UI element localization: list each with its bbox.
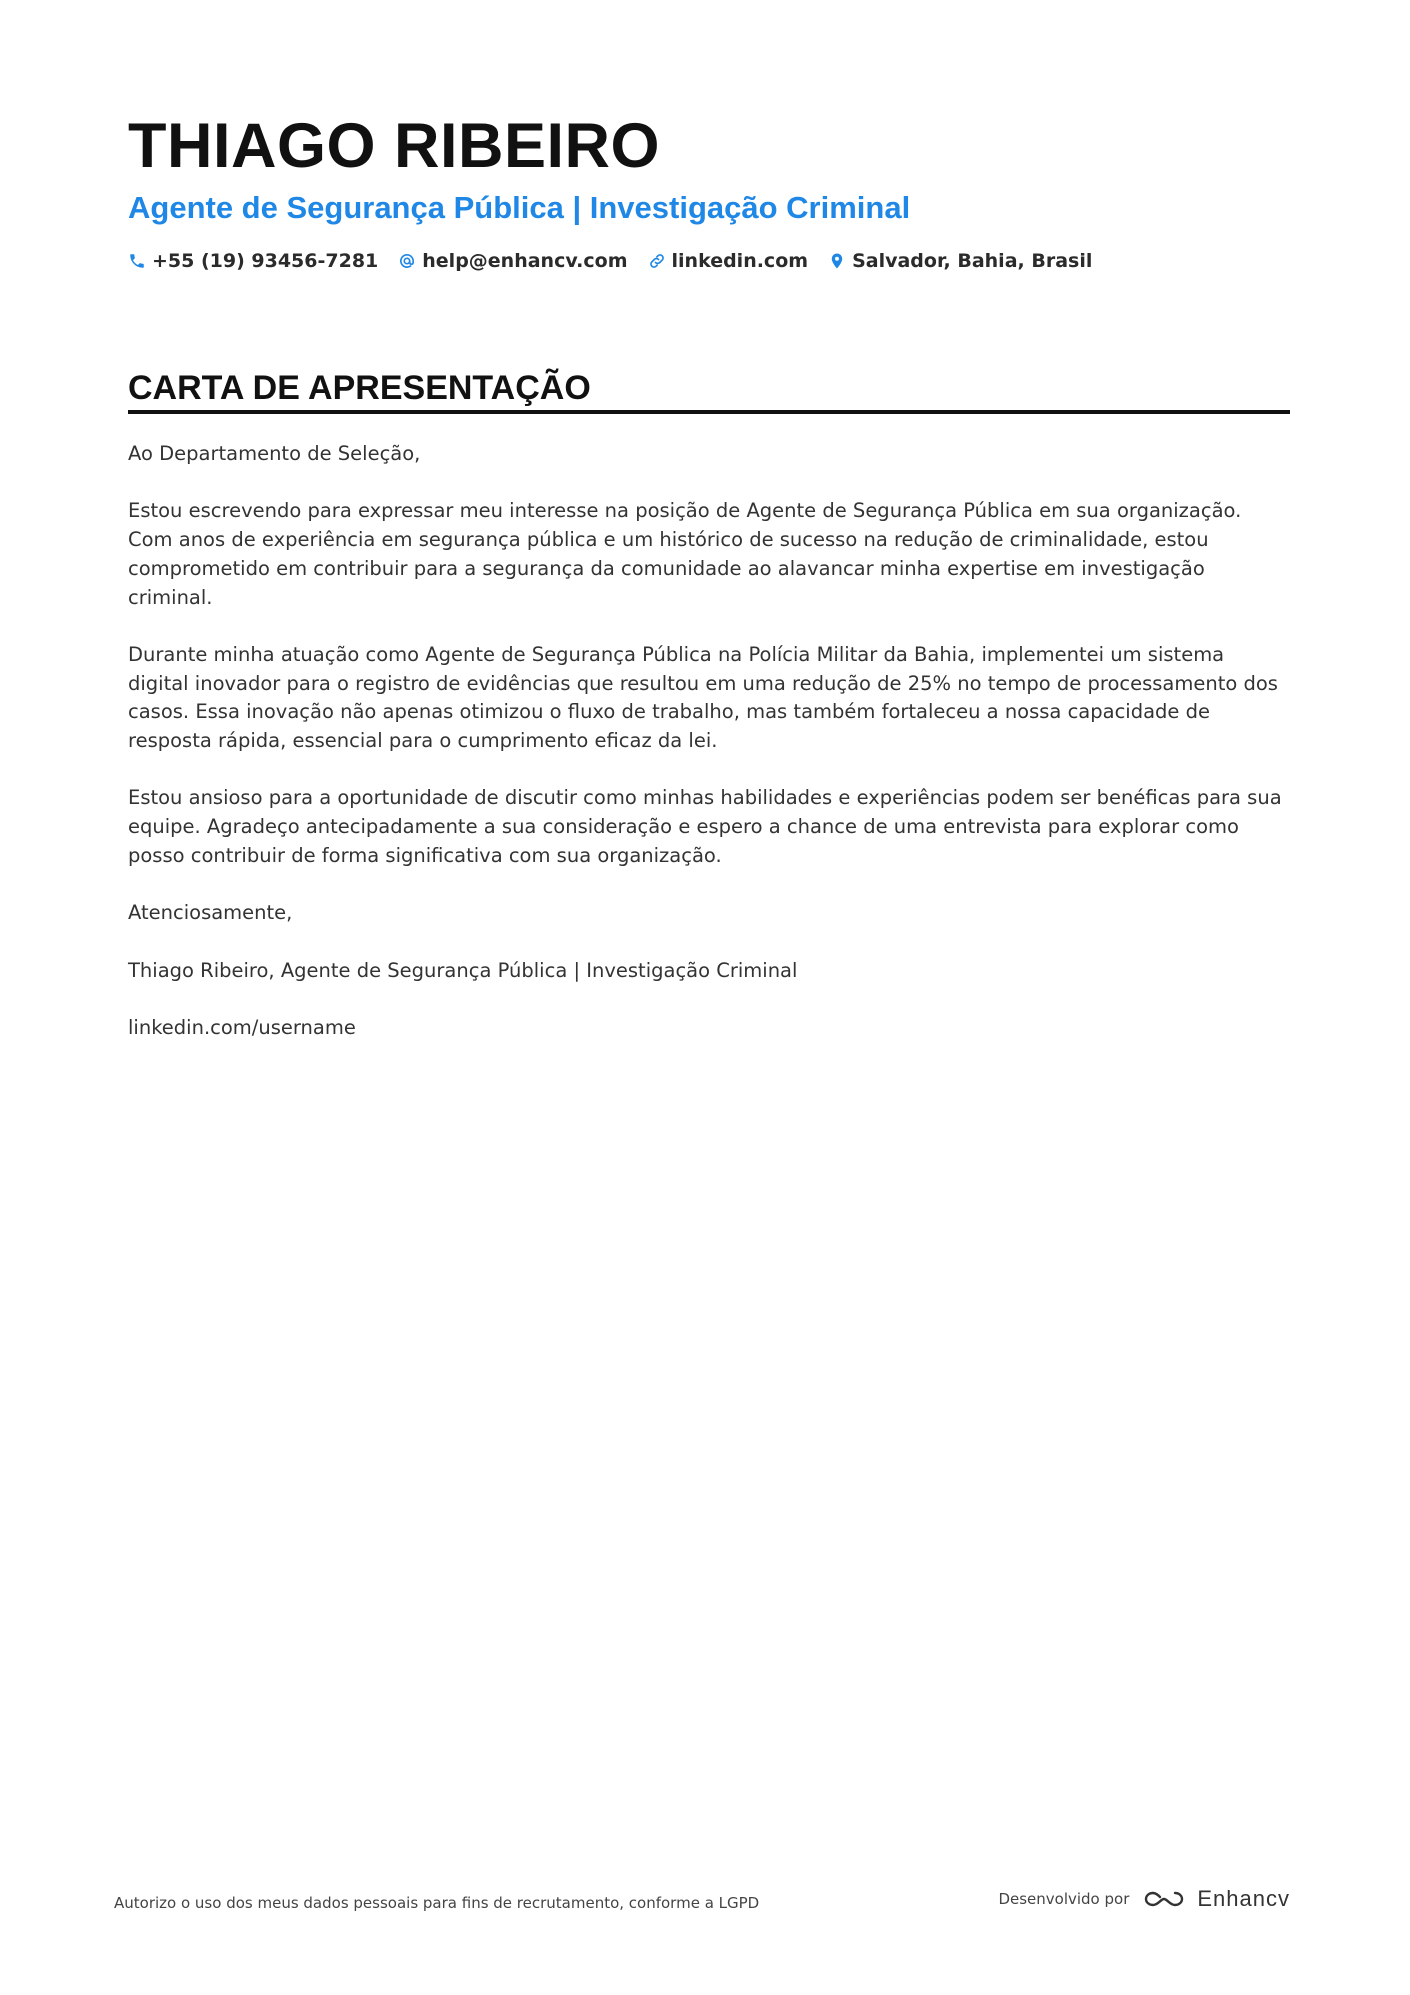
letter-paragraph: Durante minha atuação como Agente de Segurança Pública na Polícia Militar da Bahia, implementei um sistema digital inovador para o registro de evidências que resultou em uma redução de 25% no tempo de processamento dos casos. Essa inovação não apenas otimizou o fluxo de trabalho, mas também fortaleceu a nossa capacidade de resposta rápida, essencial para o cumprimento eficaz da lei. [128,642,1278,752]
contact-bar [128,250,1288,272]
contact-phone[interactable] [128,250,378,272]
contact-location [828,250,1092,272]
section-header [128,366,1290,414]
salutation: Ao Departamento de Seleção, [128,442,421,465]
location-pin-icon [828,252,846,270]
infinity-logo-icon [1141,1887,1187,1911]
powered-by-label: Desenvolvido por [998,1890,1130,1908]
brand-name: Enhancv [1197,1886,1290,1911]
profile-link[interactable]: linkedin.com/username [128,1015,356,1039]
candidate-role: Agente de Segurança Pública | Investigação Criminal [128,190,911,225]
location-text: Salvador, Bahia, Brasil [852,250,1093,272]
contact-linkedin[interactable] [648,250,809,272]
linkedin-text: linkedin.com [671,250,809,272]
powered-by[interactable] [998,1886,1290,1912]
phone-text: +55 (19) 93456-7281 [152,250,379,272]
section-divider [128,410,1290,414]
header [128,108,1288,272]
signature: Thiago Ribeiro, Agente de Segurança Pública | Investigação Criminal [128,958,798,982]
brand-logo [1141,1886,1290,1912]
letter-body [128,440,1290,1071]
candidate-name: THIAGO RIBEIRO [128,111,661,181]
section-title: CARTA DE APRESENTAÇÃO [128,369,591,407]
letter-paragraph: Estou escrevendo para expressar meu interesse na posição de Agente de Segurança Pública em sua organização. Com anos de experiência em segurança pública e um histórico de sucesso na redução de criminalidade, estou comprometido em contribuir para a segurança da comunidade ao alavancar minha expertise em investigação criminal. [128,499,1242,609]
phone-icon [128,252,146,270]
link-icon [648,252,666,270]
contact-email[interactable] [398,250,627,272]
consent-note: Autorizo o uso dos meus dados pessoais para fins de recrutamento, conforme a LGPD [114,1894,760,1912]
letter-paragraph: Estou ansioso para a oportunidade de discutir como minhas habilidades e experiências podem ser benéficas para sua equipe. Agradeço antecipadamente a sua consideração e espero a chance de uma entrevista para explorar como posso contribuir de forma significativa com sua organização. [128,786,1282,867]
at-icon [398,252,416,270]
email-text: help@enhancv.com [422,250,628,272]
closing: Atenciosamente, [128,901,293,925]
